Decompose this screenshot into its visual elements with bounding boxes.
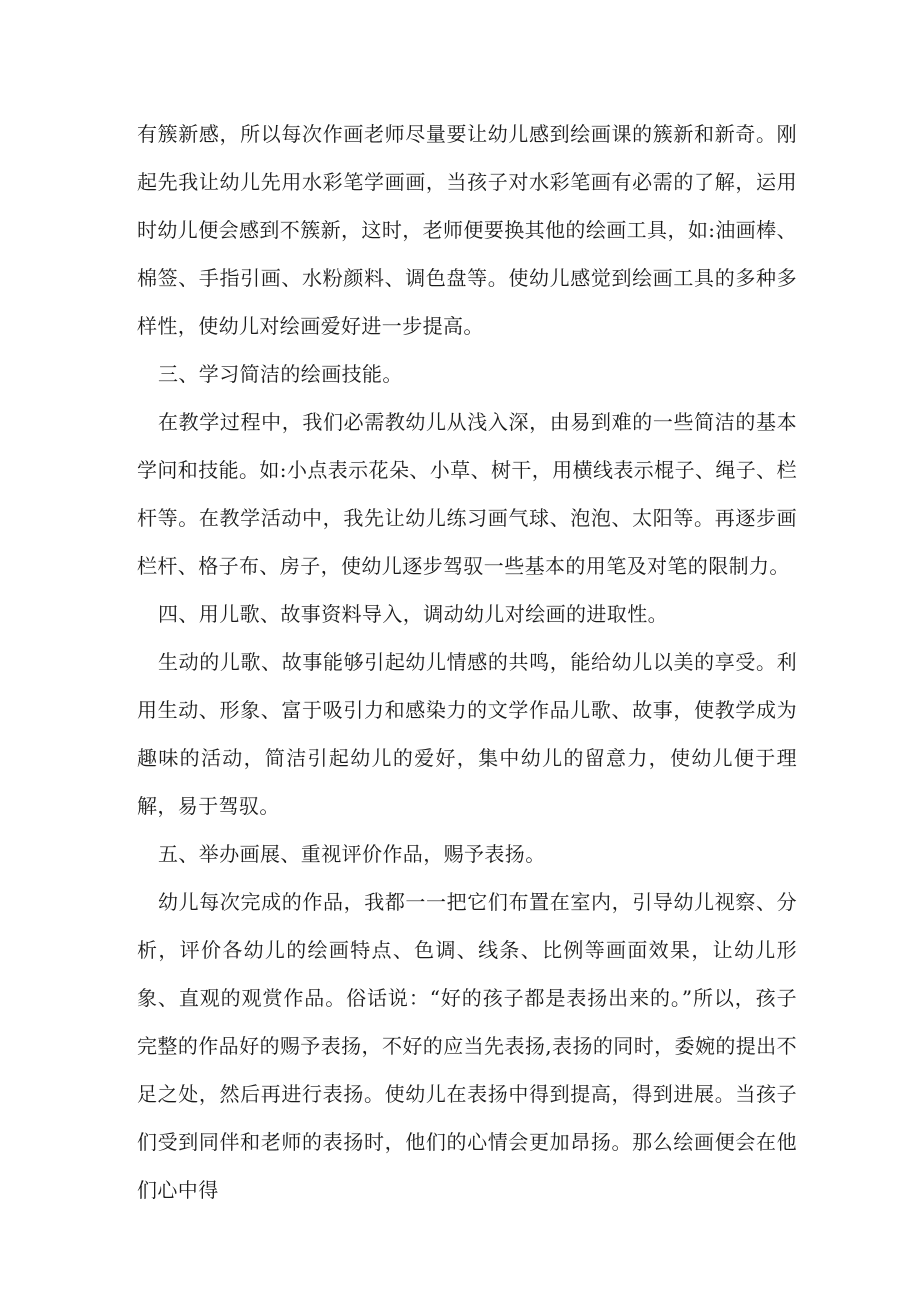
paragraph-section-4: 生动的儿歌、故事能够引起幼儿情感的共鸣，能给幼儿以美的享受。利用生动、形象、富于吸引力和感染力的文学作品儿歌、故事，使教学成为趣味的活动，简洁引起幼儿的爱好，集中幼儿的留意力，使幼儿便于理解，易于驾驭。 xyxy=(137,650,797,818)
paragraph-section-5: 幼儿每次完成的作品，我都一一把它们布置在室内，引导幼儿视察、分析，评价各幼儿的绘画特点、色调、线条、比例等画面效果，让幼儿形象、直观的观赏作品。俗话说：“好的孩子都是表扬出来的。”所以，孩子完整的作品好的赐予表扬，不好的应当先表扬,表扬的同时，委婉的提出不足之处，然后再进行表扬。使幼儿在表扬中得到提高，得到进展。当孩子们受到同伴和老师的表扬时，他们的心情会更加昂扬。那么绘画便会在他们心中得 xyxy=(137,890,797,1202)
paragraph-section-3: 在教学过程中，我们必需教幼儿从浅入深，由易到难的一些简洁的基本学问和技能。如:小点表示花朵、小草、树干，用横线表示棍子、绳子、栏杆等。在教学活动中，我先让幼儿练习画气球、泡泡、太阳等。再逐步画栏杆、格子布、房子，使幼儿逐步驾驭一些基本的用笔及对笔的限制力。 xyxy=(137,410,797,578)
heading-section-4: 四、用儿歌、故事资料导入，调动幼儿对绘画的进取性。 xyxy=(158,602,668,626)
paragraph-continuation: 有簇新感，所以每次作画老师尽量要让幼儿感到绘画课的簇新和新奇。刚起先我让幼儿先用水彩笔学画画，当孩子对水彩笔画有必需的了解，运用时幼儿便会感到不簇新，这时，老师便要换其他的绘画工具，如:油画棒、棉签、手指引画、水粉颜料、调色盘等。使幼儿感觉到绘画工具的多种多样性，使幼儿对绘画爱好进一步提高。 xyxy=(137,122,797,338)
heading-section-3: 三、学习简洁的绘画技能。 xyxy=(158,362,403,386)
heading-section-5: 五、举办画展、重视评价作品，赐予表扬。 xyxy=(158,842,546,866)
document-body xyxy=(137,110,797,1214)
